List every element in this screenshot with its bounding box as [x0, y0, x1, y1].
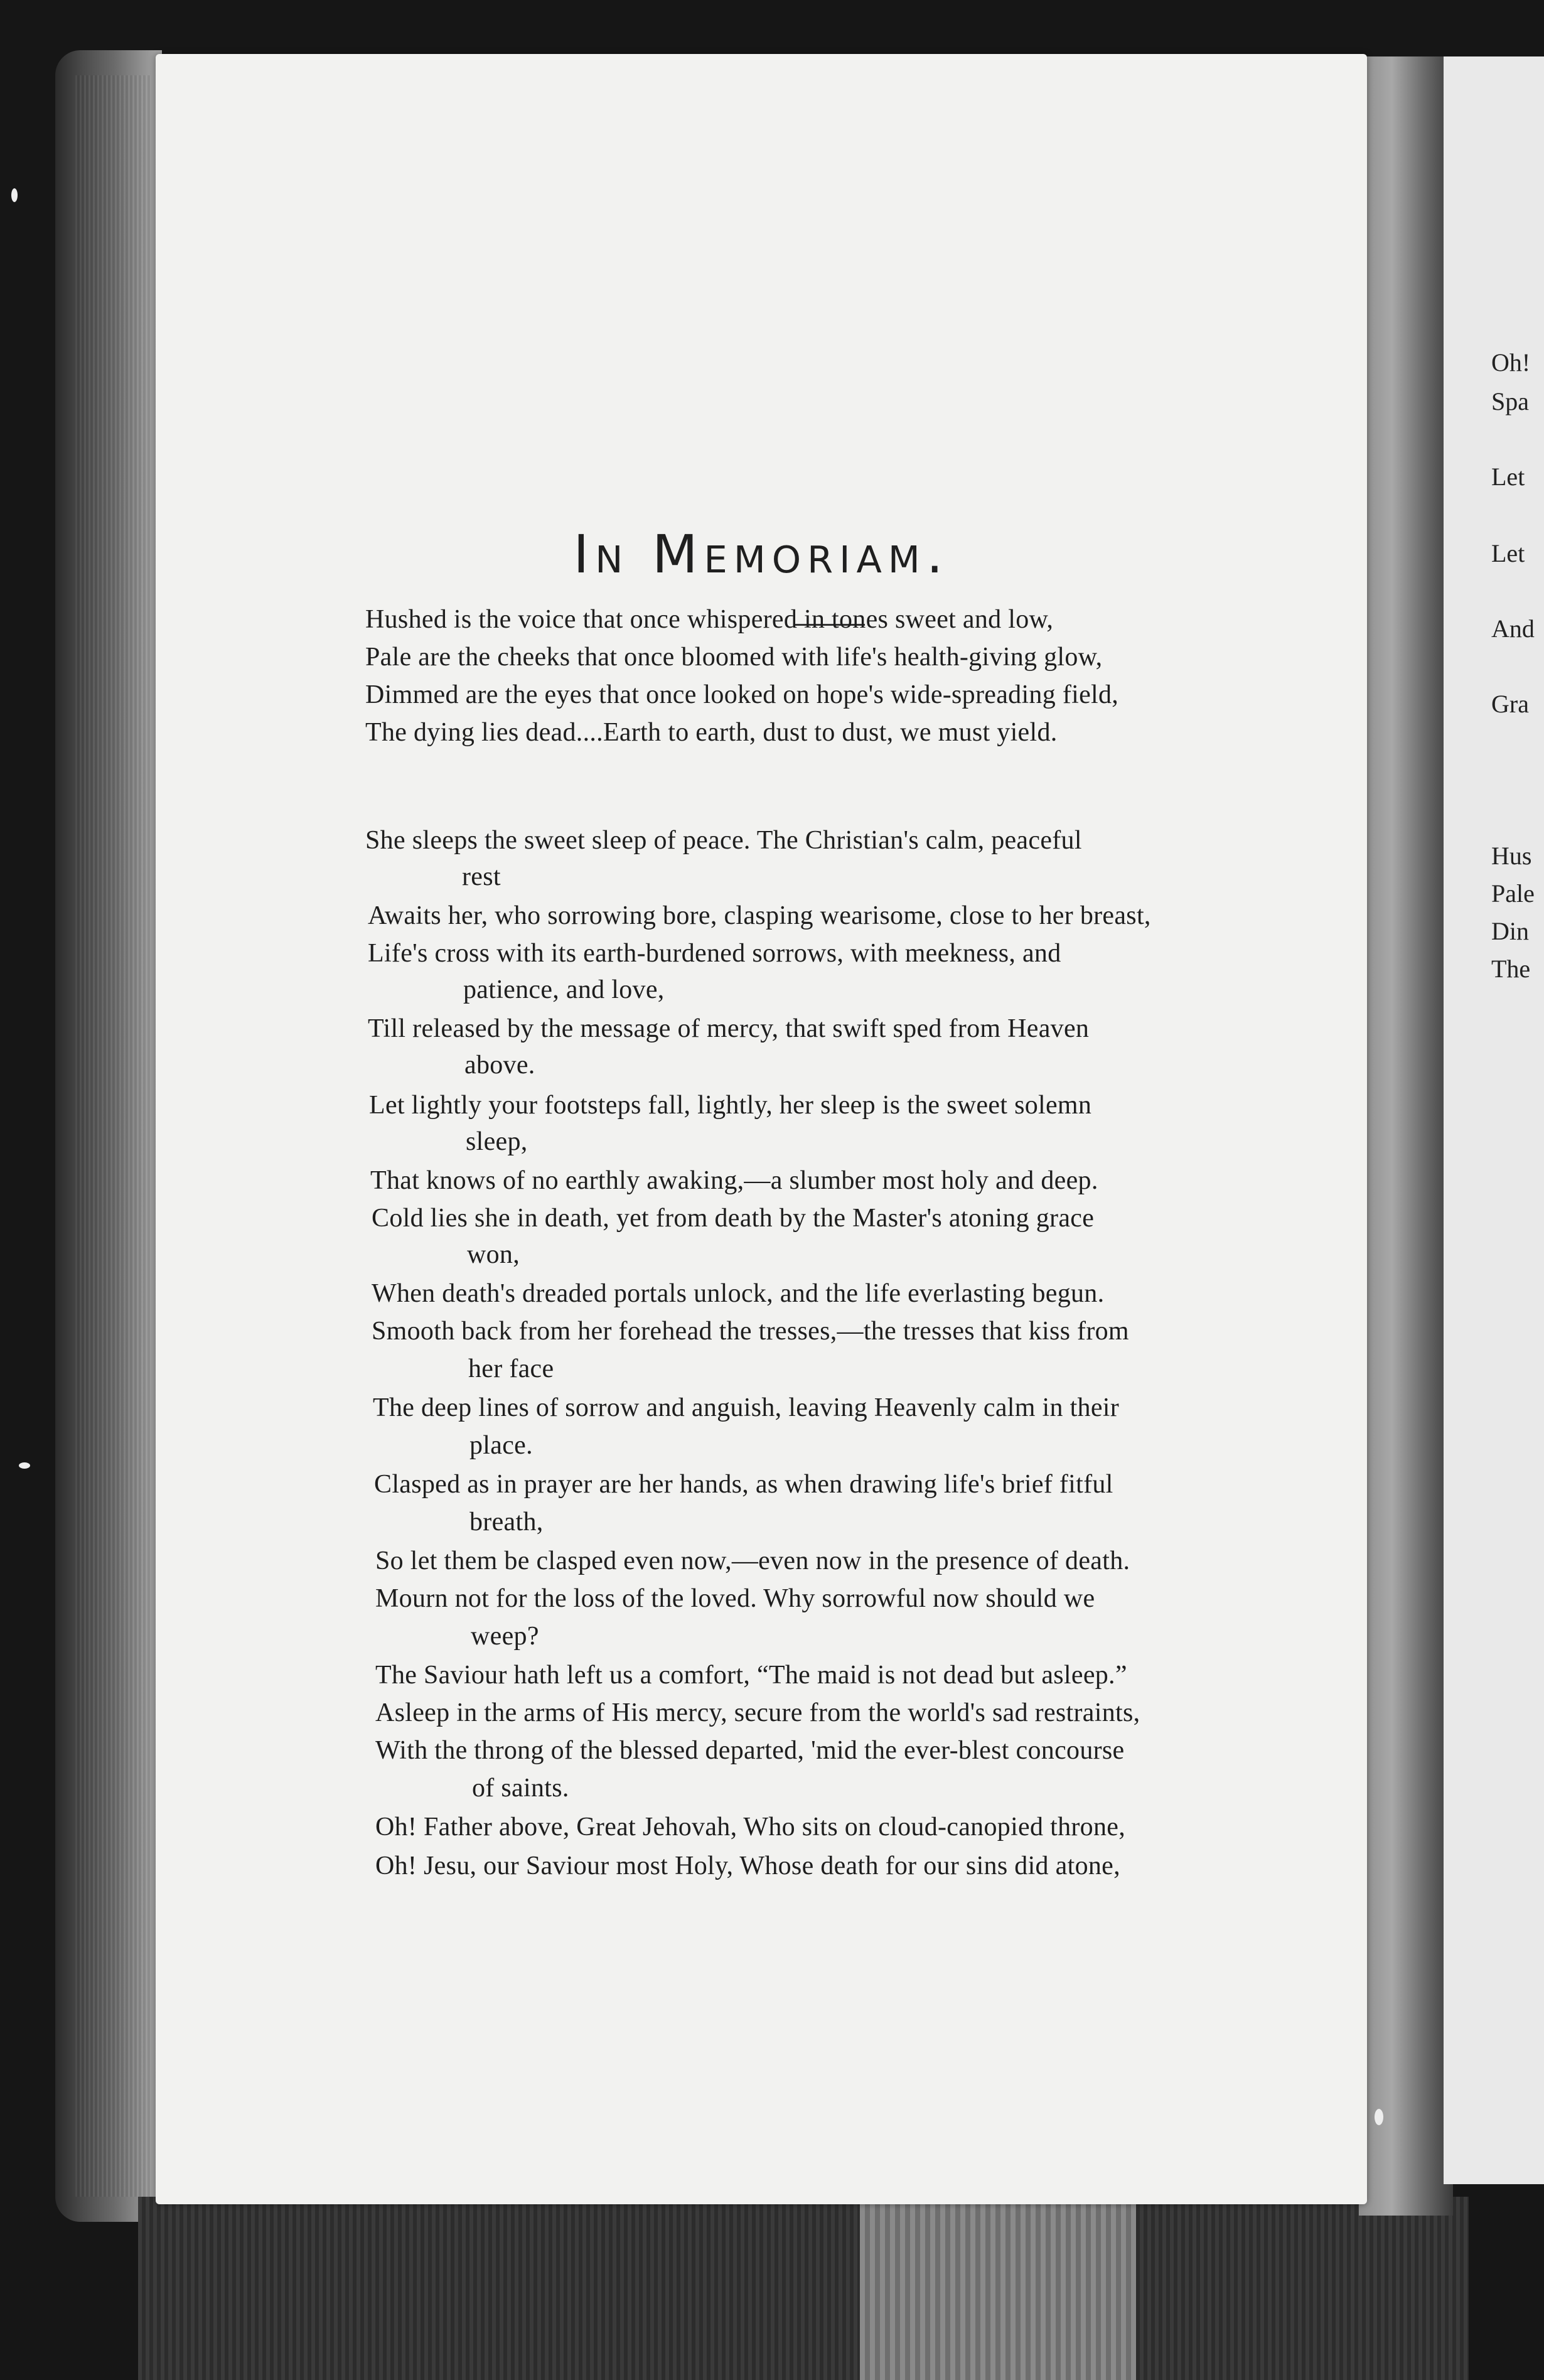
- opposite-fragment: Gra: [1491, 690, 1529, 718]
- poem-line-continuation: breath,: [469, 1508, 544, 1536]
- poem-line: Clasped as in prayer are her hands, as when drawing life's brief fitful: [374, 1470, 1113, 1499]
- opposite-fragment: Let: [1491, 463, 1525, 491]
- poem-line-continuation: weep?: [471, 1622, 539, 1651]
- poem-line-continuation: her face: [468, 1354, 554, 1383]
- opposite-fragment: Din: [1491, 917, 1529, 945]
- opposite-fragment: Let: [1491, 539, 1525, 567]
- opposite-page: [1444, 56, 1544, 2184]
- scan-speck: [1375, 2109, 1383, 2125]
- scan-speck: [11, 188, 18, 202]
- opposite-fragment: Pale: [1491, 879, 1535, 908]
- poem-line-continuation: above.: [464, 1051, 535, 1080]
- poem-line: Asleep in the arms of His mercy, secure from the world's sad restraints,: [375, 1698, 1140, 1727]
- poem-line: Hushed is the voice that once whispered in tones sweet and low,: [365, 605, 1054, 634]
- poem-line: Till released by the message of mercy, that swift sped from Heaven: [368, 1014, 1090, 1043]
- poem-line: Dimmed are the eyes that once looked on hope's wide-spreading field,: [365, 680, 1119, 709]
- poem-line: That knows of no earthly awaking,—a slumber most holy and deep.: [370, 1166, 1098, 1195]
- opposite-fragment: And: [1491, 614, 1535, 643]
- poem-line: Smooth back from her forehead the tresses,—the tresses that kiss from: [372, 1317, 1129, 1346]
- poem-line: The deep lines of sorrow and anguish, leaving Heavenly calm in their: [373, 1393, 1120, 1422]
- poem-line: When death's dreaded portals unlock, and the life everlasting begun.: [372, 1279, 1105, 1308]
- poem-line-continuation: of saints.: [472, 1774, 569, 1803]
- poem-line-continuation: rest: [462, 862, 501, 891]
- poem-line: Awaits her, who sorrowing bore, clasping wearisome, close to her breast,: [368, 901, 1151, 930]
- poem-line: So let them be clasped even now,—even now in the presence of death.: [375, 1546, 1130, 1575]
- poem-line: Oh! Jesu, our Saviour most Holy, Whose death for our sins did atone,: [375, 1852, 1120, 1880]
- poem-line: Pale are the cheeks that once bloomed with life's health-giving glow,: [365, 643, 1103, 672]
- scan-speck: [19, 1462, 30, 1469]
- poem-line-continuation: won,: [467, 1240, 520, 1269]
- poem-line-continuation: sleep,: [466, 1127, 528, 1156]
- poem-line: She sleeps the sweet sleep of peace. The Christian's calm, peaceful: [365, 826, 1082, 855]
- book-gutter: [1359, 56, 1453, 2216]
- poem-line: With the throng of the blessed departed, 'mid the ever-blest concourse: [375, 1736, 1125, 1765]
- opposite-fragment: Spa: [1491, 387, 1529, 415]
- poem-line: Life's cross with its earth-burdened sorrows, with meekness, and: [368, 939, 1061, 968]
- poem-line-continuation: patience, and love,: [463, 975, 665, 1004]
- poem-line: The dying lies dead....Earth to earth, dust to dust, we must yield.: [365, 718, 1058, 747]
- book-page: [156, 54, 1367, 2204]
- page-edge-texture: [75, 75, 151, 2197]
- poem-line: The Saviour hath left us a comfort, “The maid is not dead but asleep.”: [375, 1661, 1127, 1690]
- poem-line: Mourn not for the loss of the loved. Why sorrowful now should we: [375, 1584, 1095, 1613]
- cloth-binding: [138, 2197, 1469, 2380]
- poem-line-continuation: place.: [469, 1431, 533, 1460]
- opposite-fragment: Hus: [1491, 842, 1532, 870]
- opposite-fragment: The: [1491, 955, 1531, 983]
- opposite-fragment: Oh!: [1491, 348, 1531, 377]
- poem-line: Let lightly your footsteps fall, lightly, her sleep is the sweet solemn: [369, 1091, 1092, 1120]
- poem-title: In Memoriam.: [573, 523, 950, 585]
- poem-line: Oh! Father above, Great Jehovah, Who sits on cloud-canopied throne,: [375, 1813, 1125, 1841]
- poem-line: Cold lies she in death, yet from death by the Master's atoning grace: [372, 1204, 1095, 1233]
